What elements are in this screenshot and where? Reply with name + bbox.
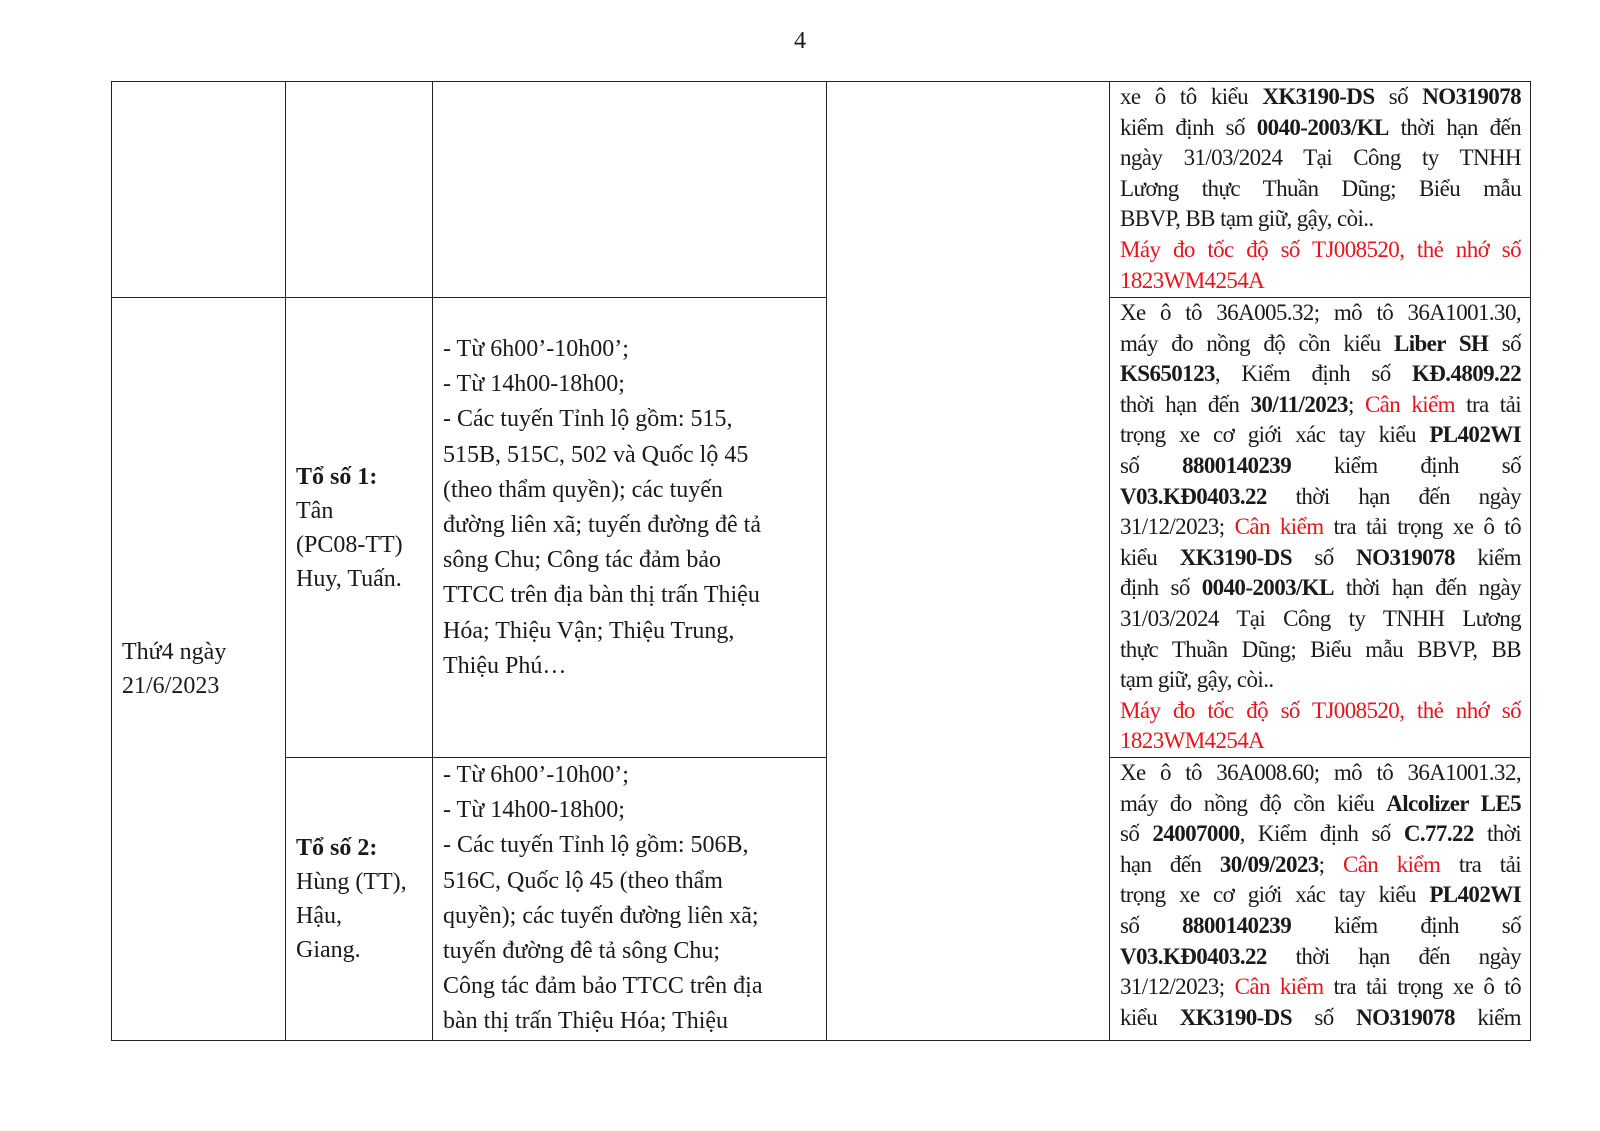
bold-text: KS650123 xyxy=(1120,361,1215,387)
equipment-line xyxy=(1120,329,1521,360)
equipment-text xyxy=(1110,298,1530,757)
equipment-line xyxy=(1120,726,1521,757)
equipment-line xyxy=(1120,573,1521,604)
text-run: 31/12/2023; xyxy=(1120,974,1235,1000)
bold-text: Alcolizer LE5 xyxy=(1386,790,1521,816)
text-run: thời hạn đến ngày xyxy=(1266,943,1521,969)
bold-text: KĐ.4809.22 xyxy=(1411,361,1521,387)
equipment-line xyxy=(1120,420,1521,451)
equipment-line xyxy=(1120,482,1521,513)
bold-text: XK3190-DS xyxy=(1179,1004,1292,1030)
team-member: Hậu, xyxy=(296,903,342,929)
equipment-line xyxy=(1120,850,1521,881)
table-row xyxy=(112,298,1531,758)
equipment-text xyxy=(1110,758,1530,1033)
plan-line: tuyến đường đê tả sông Chu; xyxy=(443,938,721,965)
text-run: tra tải trọng xe ô tô xyxy=(1323,974,1521,1000)
bold-text: NO319078 xyxy=(1356,544,1455,570)
plan-line: (theo thẩm quyền); các tuyến xyxy=(443,476,723,503)
plan-line: sông Chu; Công tác đảm bảo xyxy=(443,547,721,574)
bold-text: XK3190-DS xyxy=(1179,544,1292,570)
equipment-line xyxy=(1120,359,1521,390)
highlighted-text: Cân kiểm xyxy=(1342,851,1441,877)
text-run: thực Thuần Dũng; Biểu mẫu BBVP, BB xyxy=(1120,636,1521,662)
text-run: kiểm định số xyxy=(1291,452,1522,478)
equipment-line xyxy=(1120,819,1521,850)
text-run: máy đo nồng độ cồn kiểu xyxy=(1120,330,1394,356)
team-member: Huy, Tuấn. xyxy=(296,565,402,592)
text-run: tra tải xyxy=(1440,851,1521,877)
plan-line: - Từ 6h00’-10h00’; xyxy=(443,762,629,788)
text-run: trọng xe cơ giới xác tay kiểu xyxy=(1120,882,1430,908)
text-run: 31/12/2023; xyxy=(1120,514,1235,540)
equipment-line xyxy=(1120,204,1521,235)
bold-text: NO319078 xyxy=(1422,84,1521,109)
equipment-line xyxy=(1120,174,1521,205)
highlighted-text: Máy đo tốc độ số TJ008520, thẻ nhớ số xyxy=(1120,236,1521,262)
text-run: tra tải xyxy=(1454,391,1521,417)
bold-text: NO319078 xyxy=(1356,1004,1455,1030)
equipment-line xyxy=(1120,942,1521,973)
bold-text: 24007000 xyxy=(1152,821,1240,847)
text-run: thời hạn đến xyxy=(1120,391,1251,417)
bold-text: V03.KĐ0403.22 xyxy=(1120,483,1267,509)
equipment-line xyxy=(1120,665,1521,696)
equipment-line xyxy=(1120,143,1521,174)
date-cell xyxy=(112,82,286,298)
text-run: định số xyxy=(1120,575,1202,601)
plan-line: - Các tuyến Tỉnh lộ gồm: 515, xyxy=(443,406,733,433)
bold-text: 0040-2003/KL xyxy=(1201,575,1334,601)
plan-line: 515B, 515C, 502 và Quốc lộ 45 xyxy=(443,441,749,468)
text-run: kiểm xyxy=(1454,1004,1521,1030)
text-run: thời hạn đến xyxy=(1388,114,1521,140)
text-run: Xe ô tô 36A005.32; mô tô 36A1001.30, xyxy=(1120,300,1521,325)
team-name: Tổ số 1: xyxy=(296,463,378,490)
text-run: số xyxy=(1291,1004,1357,1030)
page-number: 4 xyxy=(794,28,806,54)
equipment-line xyxy=(1120,789,1521,820)
plan-line: Công tác đảm bảo TTCC trên địa xyxy=(443,973,763,1000)
text-run: BBVP, BB tạm giữ, gậy, còi.. xyxy=(1120,206,1374,232)
text-run: thời hạn đến ngày xyxy=(1333,575,1521,601)
text-run: số xyxy=(1120,821,1153,847)
equipment-line xyxy=(1120,512,1521,543)
equipment-line xyxy=(1120,113,1521,144)
highlighted-text: 1823WM4254A xyxy=(1120,267,1265,293)
team-cell xyxy=(286,82,433,298)
text-run: tạm giữ, gậy, còi.. xyxy=(1120,667,1274,693)
equipment-line xyxy=(1120,911,1521,942)
bold-text: PL402WI xyxy=(1429,882,1521,908)
equipment-line xyxy=(1120,451,1521,482)
text-run: số xyxy=(1120,912,1183,938)
equipment-line xyxy=(1120,82,1521,113)
equipment-line xyxy=(1120,390,1521,421)
text-run: số xyxy=(1120,452,1183,478)
text-run: , Kiểm định số xyxy=(1214,361,1412,387)
plan-line: - Các tuyến Tỉnh lộ gồm: 506B, xyxy=(443,832,749,859)
equipment-line xyxy=(1120,298,1521,329)
plan-line: bàn thị trấn Thiệu Hóa; Thiệu xyxy=(443,1008,729,1035)
team-cell xyxy=(286,758,433,1041)
plan-text xyxy=(433,332,826,684)
highlighted-text: Cân kiểm xyxy=(1234,514,1324,540)
equipment-line xyxy=(1120,880,1521,911)
text-run: hạn đến xyxy=(1120,851,1220,877)
equipment-line xyxy=(1120,266,1521,297)
plan-line: 516C, Quốc lộ 45 (theo thẩm xyxy=(443,867,723,894)
highlighted-text: 1823WM4254A xyxy=(1120,728,1265,754)
equipment-line xyxy=(1120,758,1521,789)
equipment-cell xyxy=(1110,82,1531,298)
bold-text: PL402WI xyxy=(1429,422,1521,448)
equipment-cell xyxy=(1110,758,1531,1041)
equipment-line xyxy=(1120,235,1521,266)
text-run: xe ô tô kiểu xyxy=(1120,84,1263,109)
text-run: ; xyxy=(1347,391,1365,417)
bold-text: V03.KĐ0403.22 xyxy=(1120,943,1267,969)
text-run: , Kiểm định số xyxy=(1239,821,1404,847)
team-name: Tổ số 2: xyxy=(296,835,378,861)
plan-line: Hóa; Thiệu Vận; Thiệu Trung, xyxy=(443,617,735,644)
team-text xyxy=(286,831,432,967)
team-cell xyxy=(286,298,433,758)
text-run: 31/03/2024 Tại Công ty TNHH Lương xyxy=(1120,605,1521,631)
bold-text: 8800140239 xyxy=(1182,452,1292,478)
text-run: ; xyxy=(1318,851,1343,877)
text-run: thời hạn đến ngày xyxy=(1266,483,1521,509)
highlighted-text: Cân kiểm xyxy=(1234,974,1324,1000)
text-run: kiểm định số xyxy=(1291,912,1522,938)
bold-text: 0040-2003/KL xyxy=(1256,114,1389,140)
equipment-line xyxy=(1120,635,1521,666)
plan-line: quyền); các tuyến đường liên xã; xyxy=(443,902,759,929)
text-run: thời xyxy=(1473,821,1521,847)
plan-text xyxy=(433,758,826,1040)
text-run: kiểu xyxy=(1120,544,1180,570)
bold-text: 8800140239 xyxy=(1182,912,1292,938)
table-row xyxy=(112,82,1531,298)
equipment-text xyxy=(1110,82,1530,296)
team-text xyxy=(286,460,432,596)
highlighted-text: Máy đo tốc độ số TJ008520, thẻ nhớ số xyxy=(1120,697,1521,723)
equipment-line xyxy=(1120,972,1521,1003)
bold-text: 30/09/2023 xyxy=(1219,851,1319,877)
team-member: Hùng (TT), xyxy=(296,869,407,895)
text-run: ngày 31/03/2024 Tại Công ty TNHH xyxy=(1120,145,1521,171)
plan-line: - Từ 14h00-18h00; xyxy=(443,371,625,398)
plan-cell xyxy=(433,82,827,298)
equipment-line xyxy=(1120,604,1521,635)
text-run: kiểu xyxy=(1120,1004,1180,1030)
blank-column-cell xyxy=(827,82,1110,1041)
team-member: (PC08-TT) xyxy=(296,531,403,558)
date-line: 21/6/2023 xyxy=(122,673,220,699)
equipment-line xyxy=(1120,696,1521,727)
plan-cell xyxy=(433,298,827,758)
text-run: kiểm xyxy=(1454,544,1521,570)
text-run: Xe ô tô 36A008.60; mô tô 36A1001.32, xyxy=(1120,760,1521,785)
text-run: trọng xe cơ giới xác tay kiểu xyxy=(1120,422,1430,448)
text-run: số xyxy=(1374,84,1423,109)
plan-line: Thiệu Phú… xyxy=(443,652,567,679)
bold-text: XK3190-DS xyxy=(1262,84,1375,109)
patrol-schedule-table xyxy=(111,81,1531,1041)
bold-text: C.77.22 xyxy=(1403,821,1474,847)
equipment-line xyxy=(1120,1003,1521,1034)
text-run: tra tải trọng xe ô tô xyxy=(1323,514,1521,540)
date-cell xyxy=(112,298,286,1041)
plan-cell xyxy=(433,758,827,1041)
text-run: máy đo nồng độ cồn kiểu xyxy=(1120,790,1387,816)
equipment-cell xyxy=(1110,298,1531,758)
equipment-line xyxy=(1120,543,1521,574)
highlighted-text: Cân kiểm xyxy=(1364,391,1455,417)
date-text xyxy=(112,635,285,703)
plan-line: - Từ 6h00’-10h00’; xyxy=(443,336,629,362)
text-run: số xyxy=(1488,330,1522,356)
text-run: kiểm định số xyxy=(1120,114,1257,140)
team-member: Tân xyxy=(296,497,334,524)
bold-text: Liber SH xyxy=(1393,330,1489,356)
plan-line: TTCC trên địa bàn thị trấn Thiệu xyxy=(443,582,760,609)
team-member: Giang. xyxy=(296,937,361,963)
plan-line: đường liên xã; tuyến đường đê tả xyxy=(443,512,761,539)
text-run: số xyxy=(1291,544,1357,570)
date-line: Thứ4 ngày xyxy=(122,639,227,665)
bold-text: 30/11/2023 xyxy=(1250,391,1348,417)
text-run: Lương thực Thuần Dũng; Biểu mẫu xyxy=(1120,175,1521,201)
plan-line: - Từ 14h00-18h00; xyxy=(443,797,625,824)
table-row xyxy=(112,758,1531,1041)
